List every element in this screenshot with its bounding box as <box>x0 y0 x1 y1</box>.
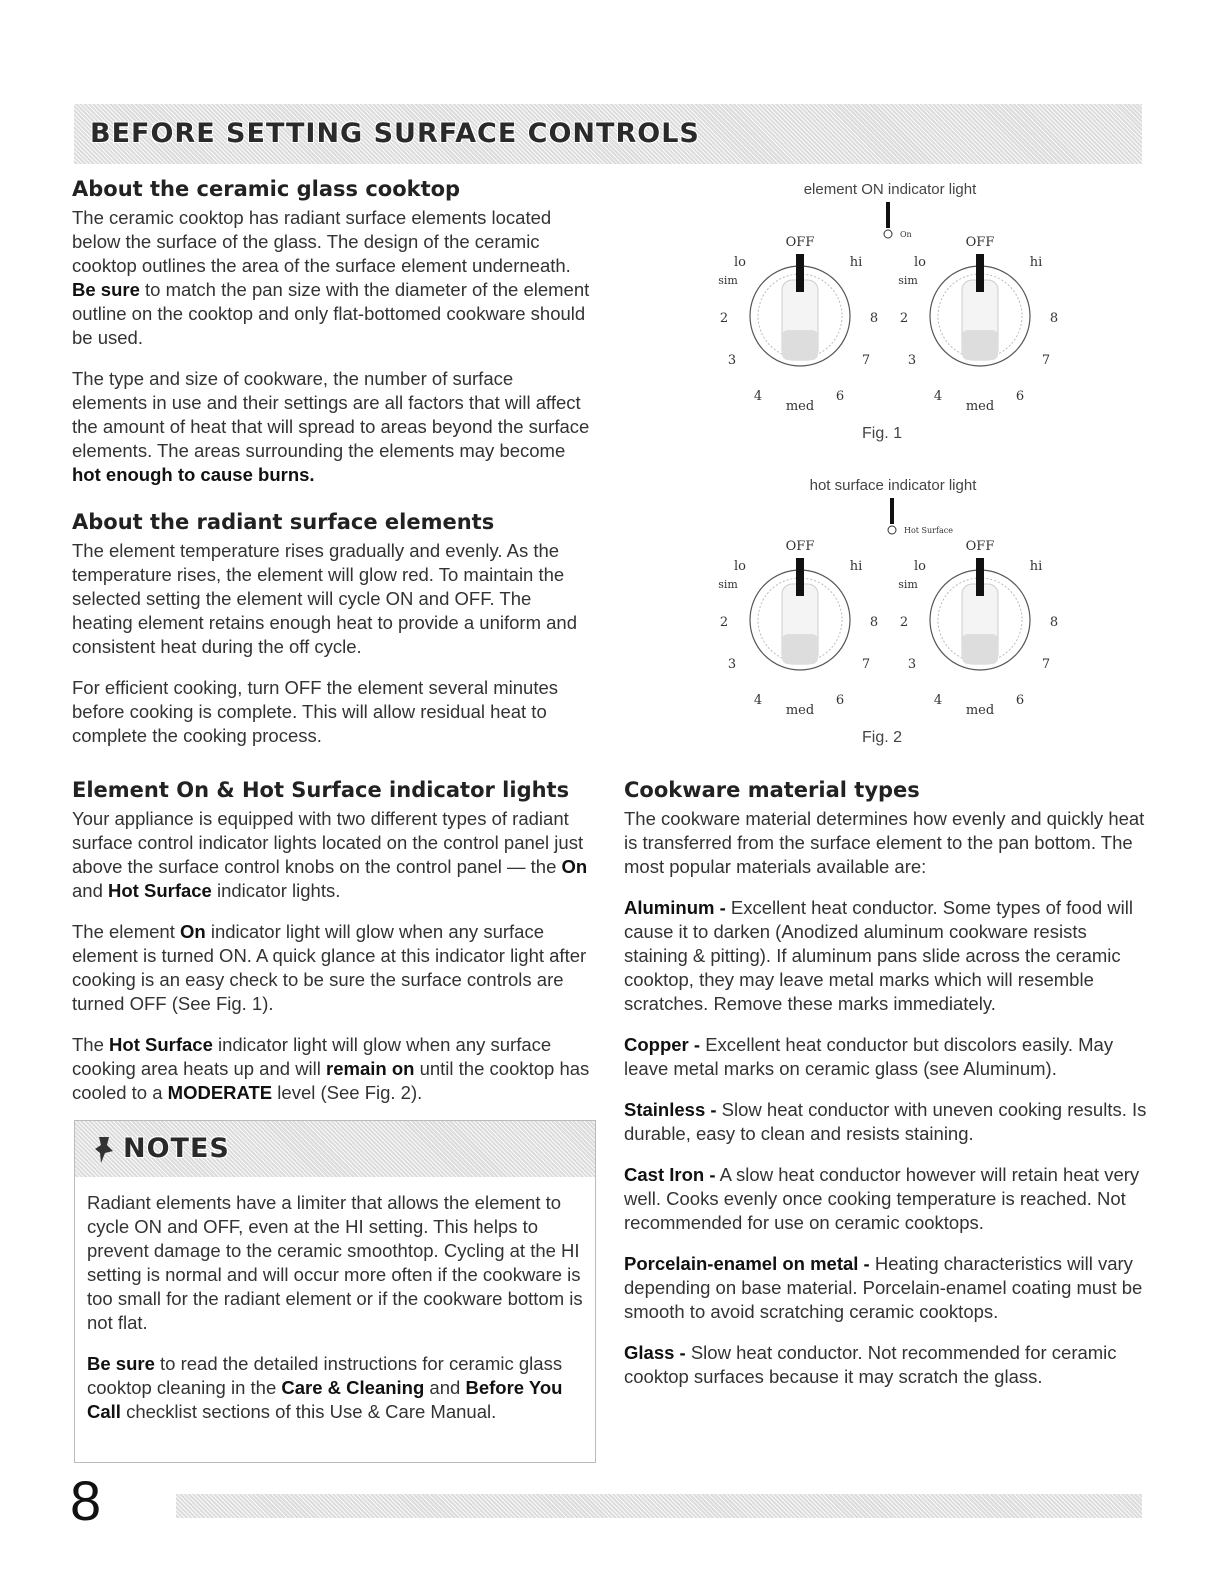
emphasis-remain-on: remain on <box>326 1058 415 1079</box>
text-run: The type and size of cookware, the number of surface elements in use and their settings are all factors that will affect the amount of heat that will spread to areas beyond the surface elements. The areas surrounding the elements may become <box>72 368 590 461</box>
figure-1 <box>700 176 1080 446</box>
cookware-intro: The cookware material determines how evenly and quickly heat is transferred from the surface element to the pan bottom. The most popular materials available are: <box>624 808 1145 877</box>
figure-2-caption: Fig. 2 <box>861 729 903 746</box>
cookware-item <box>624 1033 1149 1081</box>
indicator-heading: Element On & Hot Surface indicator lights <box>72 778 570 802</box>
cookware-item <box>624 896 1149 1016</box>
pushpin-icon <box>93 1135 117 1165</box>
knob-label-n6: 6 <box>1015 693 1025 708</box>
emphasis-burn-warning: hot enough to cause burns. <box>72 464 315 485</box>
on-light-icon <box>884 230 892 238</box>
emphasis-moderate: MODERATE <box>167 1082 273 1103</box>
emphasis-be-sure: Be sure <box>87 1353 155 1374</box>
knob-label-n4: 4 <box>753 693 763 708</box>
knob-label-n4: 4 <box>753 389 763 404</box>
cookware-item-name: Stainless - <box>624 1099 717 1120</box>
cookware-item-text: Heating characteristics will vary depending on base material. Porcelain-enamel coating must be smooth to avoid scratching ceramic cooktops. <box>624 1253 1143 1322</box>
left-knob <box>718 235 878 414</box>
knob-label-off: OFF <box>785 235 815 250</box>
cookware-item-name: Glass - <box>624 1342 686 1363</box>
section-banner <box>74 104 1142 164</box>
banner-title: BEFORE SETTING SURFACE CONTROLS <box>90 118 700 149</box>
knob-grip-shade <box>962 330 998 360</box>
knob-label-sim: sim <box>718 274 738 287</box>
page-number: 8 <box>70 1469 102 1532</box>
knob-label-hi: hi <box>849 255 863 270</box>
knob-label-sim: sim <box>898 578 918 591</box>
right-knob <box>898 539 1058 718</box>
ceramic-paragraph-2 <box>72 367 592 487</box>
ceramic-paragraph-1 <box>72 206 592 350</box>
cookware-item <box>624 1098 1149 1146</box>
text-run: and <box>72 880 109 901</box>
notes-header <box>75 1121 595 1177</box>
knob-label-sim: sim <box>898 274 918 287</box>
text-run: level (See Fig. 2). <box>272 1082 423 1103</box>
cookware-item-text: Excellent heat conductor. Some types of food will cause it to darken (Anodized aluminum cookware resists staining & pitting). If aluminum pans slide across the ceramic cooktop, they may leave metal marks which will resemble scratches. Remove these marks immediately. <box>624 897 1133 1014</box>
radiant-paragraph-2: For efficient cooking, turn OFF the element several minutes before cooking is complete. This will allow residual heat to complete the cooking process. <box>72 677 559 746</box>
knob-label-sim: sim <box>718 578 738 591</box>
footer-bar <box>176 1494 1142 1518</box>
knob-grip-shade <box>782 634 818 664</box>
knob-label-n4: 4 <box>933 389 943 404</box>
text-run: to read the detailed instructions for ceramic glass cooktop cleaning in the <box>87 1353 563 1398</box>
hot-surface-light-icon <box>888 526 896 534</box>
notes-box <box>74 1120 596 1463</box>
indicator-pointer <box>886 202 890 228</box>
knob-label-n4: 4 <box>933 693 943 708</box>
knob-pointer-icon <box>976 558 984 596</box>
text-run: The ceramic cooktop has radiant surface elements located below the surface of the glass. The design of the ceramic cooktop outlines the area of the surface element underneath. <box>72 207 571 276</box>
text-run: indicator light will glow when any surface cooking area heats up and will <box>72 1034 552 1079</box>
cookware-list <box>624 879 1149 1389</box>
text-run: until the cooktop has cooled to a <box>72 1058 590 1103</box>
knob-pointer-icon <box>976 254 984 292</box>
cookware-item <box>624 1252 1149 1324</box>
notes-body <box>87 1191 587 1424</box>
ceramic-heading: About the ceramic glass cooktop <box>72 177 461 201</box>
knob-label-n8: 8 <box>1049 615 1059 630</box>
knob-label-lo: lo <box>914 255 926 270</box>
cookware-item-text: A slow heat conductor however will retain heat very well. Cooks evenly once cooking temperature is reached. Not recommended for use on ceramic cooktops. <box>624 1164 1140 1233</box>
knob-label-med: med <box>965 399 995 414</box>
cookware-item <box>624 1163 1149 1235</box>
cookware-item-text: Slow heat conductor. Not recommended for ceramic cooktop surfaces because it may scratch the glass. <box>624 1342 1117 1387</box>
knob-label-n2: 2 <box>899 615 909 630</box>
emphasis-on: On <box>179 921 206 942</box>
emphasis-be-sure: Be sure <box>72 279 140 300</box>
knob-label-hi: hi <box>1029 255 1043 270</box>
knob-label-med: med <box>785 399 815 414</box>
figure-1-diagram <box>700 176 1080 446</box>
knob-label-hi: hi <box>1029 559 1043 574</box>
knob-label-n3: 3 <box>727 657 737 672</box>
text-run: to match the pan size with the diameter of the element outline on the cooktop and only flat-bottomed cookware should be used. <box>72 279 590 348</box>
text-run: indicator lights. <box>211 880 341 901</box>
emphasis-care-cleaning: Care & Cleaning <box>281 1377 425 1398</box>
knob-label-n3: 3 <box>727 353 737 368</box>
knob-label-lo: lo <box>914 559 926 574</box>
cookware-item-name: Aluminum - <box>624 897 726 918</box>
cookware-item-name: Porcelain-enamel on metal - <box>624 1253 870 1274</box>
knob-label-n8: 8 <box>869 311 879 326</box>
knob-label-n6: 6 <box>1015 389 1025 404</box>
knob-pair <box>718 235 1058 414</box>
indicator-paragraph-2 <box>72 920 597 1016</box>
knob-label-n8: 8 <box>1049 311 1059 326</box>
knob-pair <box>718 539 1058 718</box>
knob-label-n7: 7 <box>1041 353 1051 368</box>
emphasis-before-you-call: Before You Call <box>87 1377 563 1422</box>
light-label: On <box>900 230 912 239</box>
knob-label-n6: 6 <box>835 389 845 404</box>
indicator-paragraph-3 <box>72 1033 597 1105</box>
knob-label-n7: 7 <box>1041 657 1051 672</box>
light-label: Hot Surface <box>904 526 953 535</box>
cookware-item-name: Cast Iron - <box>624 1164 716 1185</box>
text-run: and <box>424 1377 466 1398</box>
knob-label-n6: 6 <box>835 693 845 708</box>
notes-paragraph-1: Radiant elements have a limiter that allows the element to cycle ON and OFF, even at the HI setting. This helps to prevent damage to the ceramic smoothtop. Cycling at the HI setting is normal and will occur more often if the cookware is too small for the radiant element or if the cookware bottom is not flat. <box>87 1192 583 1333</box>
knob-label-n3: 3 <box>907 353 917 368</box>
knob-label-off: OFF <box>965 539 995 554</box>
knob-label-n2: 2 <box>719 311 729 326</box>
emphasis-hot-surface: Hot Surface <box>108 880 212 901</box>
section-indicator-lights <box>72 777 597 1105</box>
figure-2 <box>700 472 1080 752</box>
knob-label-hi: hi <box>849 559 863 574</box>
figure-2-indicator-label: hot surface indicator light <box>809 477 977 494</box>
figure-2-diagram <box>700 472 1080 752</box>
radiant-paragraph-1: The element temperature rises gradually and evenly. As the temperature rises, the element will glow red. To maintain the selected setting the element will cycle ON and OFF. The heating element retains enough heat to provide a uniform and consistent heat during the off cycle. <box>72 540 577 657</box>
knob-pointer-icon <box>796 254 804 292</box>
knob-grip-shade <box>962 634 998 664</box>
indicator-paragraph-1 <box>72 807 597 903</box>
knob-label-n3: 3 <box>907 657 917 672</box>
cookware-item-text: Slow heat conductor with uneven cooking results. Is durable, easy to clean and resists staining. <box>624 1099 1147 1144</box>
left-knob <box>718 539 878 718</box>
knob-label-n2: 2 <box>719 615 729 630</box>
section-radiant-elements <box>72 509 592 748</box>
indicator-pointer <box>890 498 894 524</box>
text-run: Your appliance is equipped with two different types of radiant surface control indicator lights located on the control panel just above the surface control knobs on the control panel — the <box>72 808 584 877</box>
cookware-item <box>624 1341 1149 1389</box>
knob-label-lo: lo <box>734 559 746 574</box>
figure-1-indicator-label: element ON indicator light <box>803 181 977 198</box>
figure-1-caption: Fig. 1 <box>861 425 903 442</box>
section-cookware-materials <box>624 777 1149 1389</box>
knob-label-med: med <box>785 703 815 718</box>
text-run: The <box>72 1034 110 1055</box>
notes-title: NOTES <box>123 1133 230 1164</box>
text-run: The element <box>72 921 180 942</box>
cookware-item-name: Copper - <box>624 1034 701 1055</box>
knob-label-off: OFF <box>965 235 995 250</box>
cookware-item-text: Excellent heat conductor but discolors easily. May leave metal marks on ceramic glass (see Aluminum). <box>624 1034 1114 1079</box>
knob-label-off: OFF <box>785 539 815 554</box>
knob-label-lo: lo <box>734 255 746 270</box>
notes-paragraph-2 <box>87 1352 587 1424</box>
right-knob <box>898 235 1058 414</box>
emphasis-hot-surface: Hot Surface <box>109 1034 213 1055</box>
text-run: checklist sections of this Use & Care Manual. <box>120 1401 497 1422</box>
knob-label-n7: 7 <box>861 353 871 368</box>
knob-label-n7: 7 <box>861 657 871 672</box>
emphasis-on: On <box>561 856 588 877</box>
cookware-heading: Cookware material types <box>624 778 920 802</box>
section-ceramic-cooktop <box>72 176 592 487</box>
radiant-heading: About the radiant surface elements <box>72 510 495 534</box>
knob-label-n8: 8 <box>869 615 879 630</box>
knob-pointer-icon <box>796 558 804 596</box>
knob-grip-shade <box>782 330 818 360</box>
knob-label-med: med <box>965 703 995 718</box>
text-run: indicator light will glow when any surface element is turned ON. A quick glance at this indicator light after cooking is an easy check to be sure the surface controls are turned OFF (See Fig. 1). <box>72 921 587 1014</box>
knob-label-n2: 2 <box>899 311 909 326</box>
